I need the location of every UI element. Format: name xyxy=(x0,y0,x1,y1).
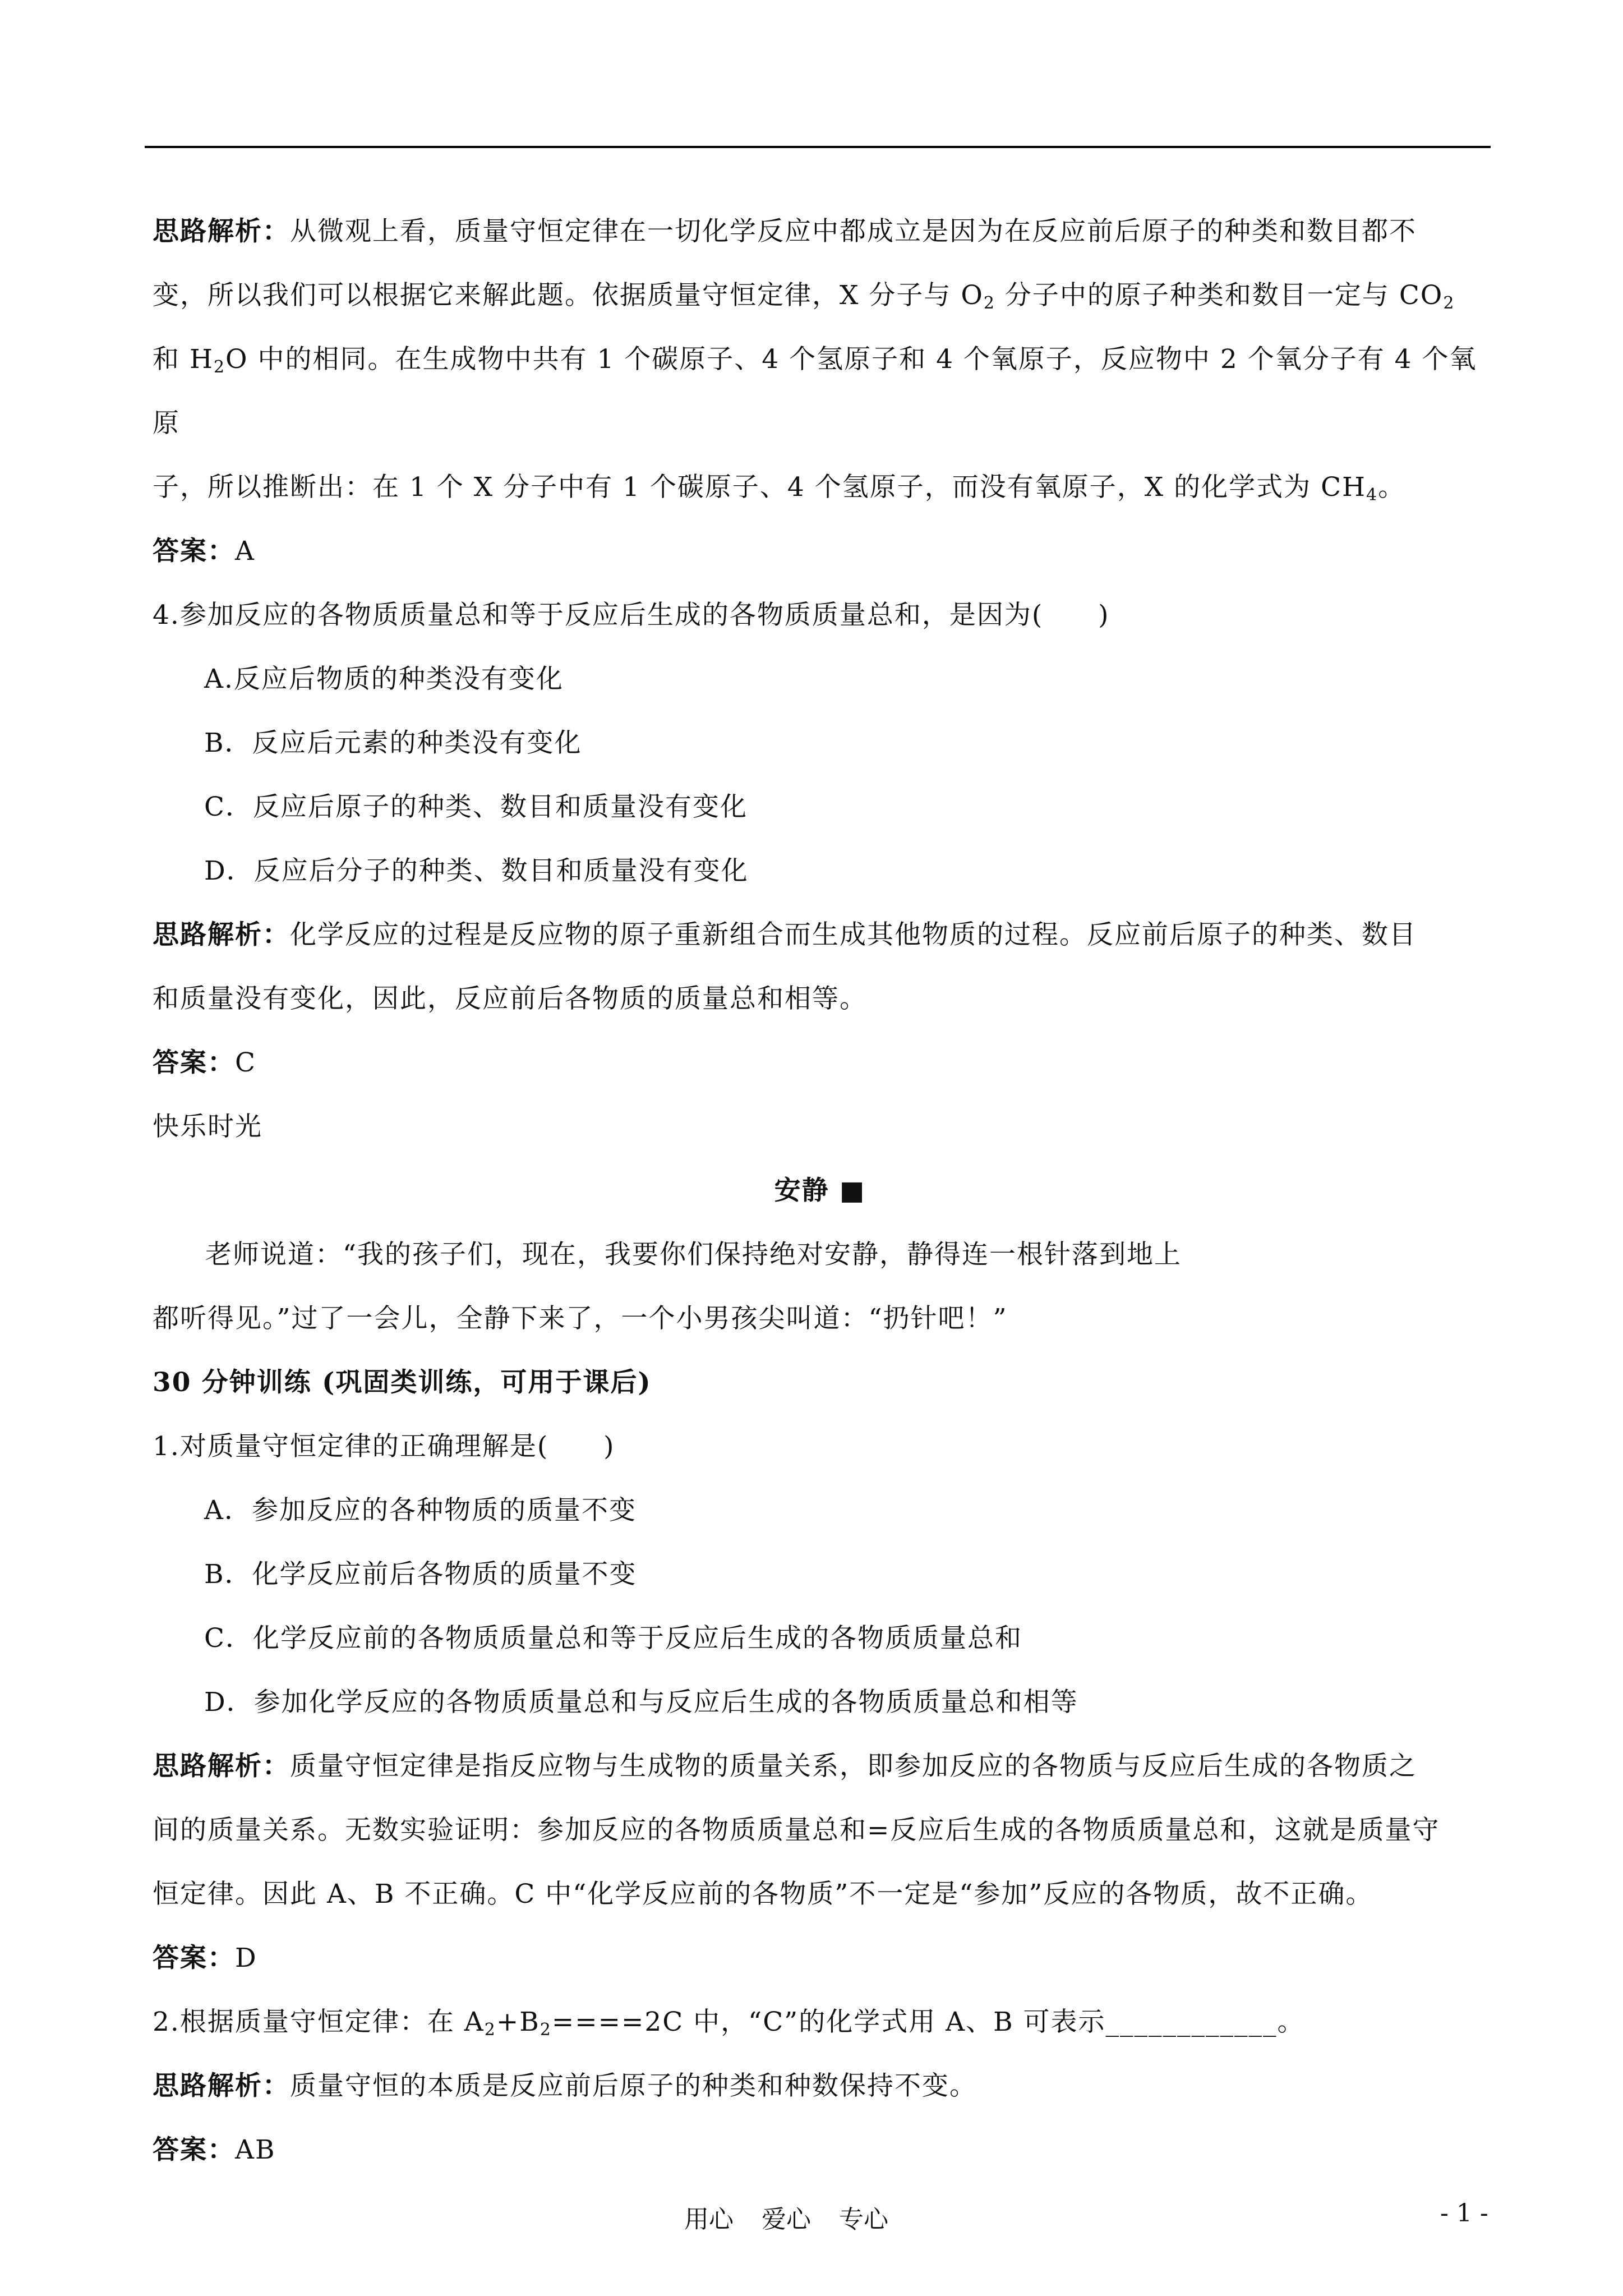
footer-motto-word: 专心 xyxy=(839,2205,888,2234)
analysis-text: 化学反应的过程是反应物的原子重新组合而生成其他物质的过程。反应前后原子的种类、数目 xyxy=(290,919,1417,950)
answer-value: AB xyxy=(235,2134,276,2165)
analysis-label: 思路解析： xyxy=(153,919,290,950)
analysis-label: 思路解析： xyxy=(153,216,290,247)
question-text: ====2C 中，“C”的化学式用 A、B 可表示____________。 xyxy=(551,2007,1305,2037)
footer-motto-word: 爱心 xyxy=(762,2205,811,2234)
document-body xyxy=(153,200,1487,2182)
subscript: 2 xyxy=(213,357,226,377)
answer-value: D xyxy=(235,1943,257,1973)
question-1-stem: 1.对质量守恒定律的正确理解是( ) xyxy=(153,1431,615,1462)
question-4-option-d: D．反应后分子的种类、数目和质量没有变化 xyxy=(204,855,749,886)
analysis-text: 质量守恒定律是指反应物与生成物的质量关系，即参加反应的各物质与反应后生成的各物质之 xyxy=(290,1751,1417,1782)
question-text: +B xyxy=(496,2007,540,2037)
analysis-text: 变，所以我们可以根据它来解此题。依据质量守恒定律，X 分子与 O xyxy=(153,280,984,311)
analysis-text: 分子中的原子种类和数目一定与 CO xyxy=(995,280,1444,311)
question-1-option-b: B．化学反应前后各物质的质量不变 xyxy=(204,1559,637,1590)
analysis-paragraph-1 xyxy=(153,200,1487,519)
question-4-option-a: A.反应后物质的种类没有变化 xyxy=(204,664,564,694)
answer-label: 答案： xyxy=(153,2134,235,2165)
analysis-text: 和 H xyxy=(153,344,214,375)
analysis-paragraph-3 xyxy=(153,1734,1487,1926)
section-title: 30 分钟训练 (巩固类训练，可用于课后) xyxy=(153,1367,652,1398)
analysis-text: 质量守恒的本质是反应前后原子的种类和种数保持不变。 xyxy=(290,2070,977,2101)
footer-motto-word: 用心 xyxy=(684,2205,734,2234)
happy-time-heading: 快乐时光 xyxy=(153,1111,262,1142)
header-rule xyxy=(145,146,1491,148)
question-4-stem: 4.参加反应的各物质质量总和等于反应后生成的各物质质量总和，是因为( ) xyxy=(153,600,1110,631)
analysis-text: 从微观上看，质量守恒定律在一切化学反应中都成立是因为在反应前后原子的种类和数目都不 xyxy=(290,216,1417,247)
analysis-text: O 中的相同。在生成物中共有 1 个碳原子、4 个氢原子和 4 个氧原子，反应物中 2 个氧分子有 4 个氧原 xyxy=(153,344,1477,439)
analysis-label: 思路解析： xyxy=(153,2070,290,2101)
question-4-option-b: B．反应后元素的种类没有变化 xyxy=(204,728,582,758)
question-1-option-c: C．化学反应前的各物质质量总和等于反应后生成的各物质质量总和 xyxy=(204,1623,1022,1654)
analysis-text: 。 xyxy=(1378,472,1406,503)
analysis-label: 思路解析： xyxy=(153,1751,290,1782)
answer-label: 答案： xyxy=(153,1943,235,1973)
answer-label: 答案： xyxy=(153,536,235,567)
answer-line-2 xyxy=(153,1031,1487,1095)
story-line-1: 老师说道：“我的孩子们，现在，我要你们保持绝对安静，静得连一根针落到地上 xyxy=(205,1239,1182,1270)
subscript: 2 xyxy=(484,2020,496,2040)
question-4-option-c: C．反应后原子的种类、数目和质量没有变化 xyxy=(204,792,748,822)
subscript: 4 xyxy=(1366,485,1378,505)
story-line-2: 都听得见。”过了一会儿，全静下来了，一个小男孩尖叫道：“扔针吧！” xyxy=(153,1303,1008,1334)
story-title: 安静 ■ xyxy=(774,1175,866,1206)
analysis-text: 间的质量关系。无数实验证明：参加反应的各物质质量总和=反应后生成的各物质质量总和，这就是质量守 xyxy=(153,1815,1440,1846)
question-1-option-d: D．参加化学反应的各物质质量总和与反应后生成的各物质质量总和相等 xyxy=(204,1687,1078,1718)
subscript: 2 xyxy=(983,293,995,313)
answer-line-1 xyxy=(153,519,1487,583)
answer-value: A xyxy=(235,536,255,567)
analysis-text: 和质量没有变化，因此，反应前后各物质的质量总和相等。 xyxy=(153,983,867,1014)
footer-motto xyxy=(684,2199,916,2235)
subscript: 2 xyxy=(1443,293,1455,313)
answer-value: C xyxy=(235,1047,256,1078)
subscript: 2 xyxy=(540,2020,552,2040)
answer-line-4 xyxy=(153,2118,1487,2182)
question-text: 2.根据质量守恒定律：在 A xyxy=(153,2007,485,2037)
answer-label: 答案： xyxy=(153,1047,235,1078)
analysis-text: 子，所以推断出：在 1 个 X 分子中有 1 个碳原子、4 个氢原子，而没有氧原子，X 的化学式为 CH xyxy=(153,472,1367,503)
question-2-stem xyxy=(153,1990,1487,2054)
question-1-option-a: A．参加反应的各种物质的质量不变 xyxy=(204,1495,637,1526)
analysis-paragraph-2 xyxy=(153,903,1487,1031)
answer-line-3 xyxy=(153,1926,1487,1990)
analysis-text: 恒定律。因此 A、B 不正确。C 中“化学反应前的各物质”不一定是“参加”反应的各物质，故不正确。 xyxy=(153,1879,1373,1910)
analysis-paragraph-4 xyxy=(153,2054,1487,2118)
page-number: - 1 - xyxy=(1440,2199,1488,2228)
